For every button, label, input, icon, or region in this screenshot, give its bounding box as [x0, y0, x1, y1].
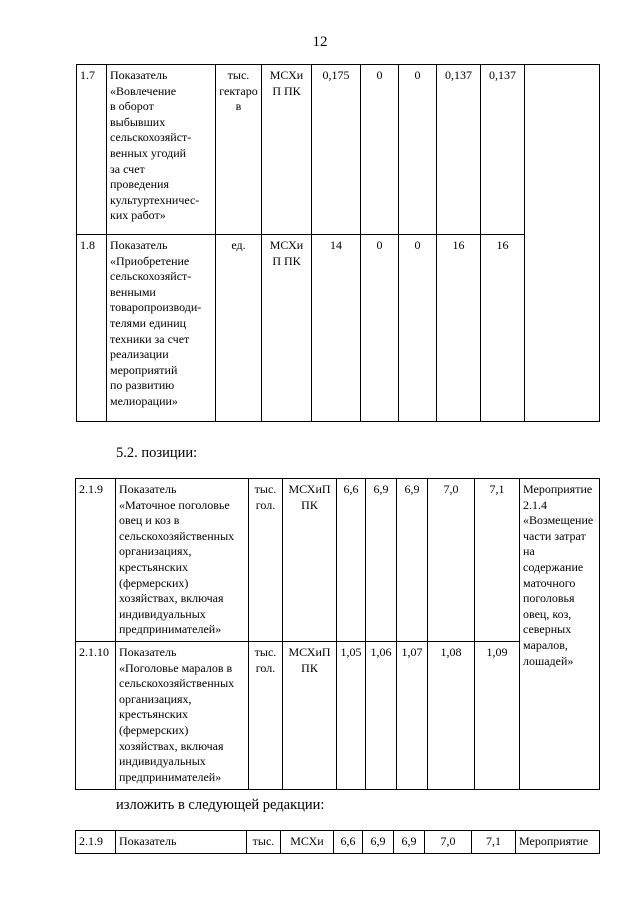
value-cell: 0	[361, 235, 399, 422]
value-cell: 7,1	[475, 479, 520, 642]
row-number: 1.8	[77, 235, 107, 422]
indicator-name: Показатель	[116, 831, 247, 854]
value-cell: 6,9	[397, 479, 428, 642]
value-cell: 1,08	[428, 641, 475, 789]
row-number: 2.1.10	[76, 641, 116, 789]
value-cell: 16	[437, 235, 481, 422]
executor: МСХи П ПК	[262, 65, 312, 235]
unit: тыс. гол.	[249, 641, 283, 789]
row-number: 2.1.9	[76, 831, 116, 854]
table-row	[77, 65, 600, 235]
table-row	[77, 235, 600, 422]
value-cell: 0,137	[437, 65, 481, 235]
value-cell: 1,05	[337, 641, 366, 789]
row-number: 2.1.9	[76, 479, 116, 642]
value-cell: 1,07	[397, 641, 428, 789]
table-row	[76, 479, 600, 642]
section-heading: изложить в следующей редакции:	[116, 797, 325, 813]
unit: тыс.	[247, 831, 281, 854]
measure-cell	[525, 65, 600, 422]
executor: МСХи	[281, 831, 334, 854]
value-cell: 6,9	[394, 831, 425, 854]
indicator-name: Показатель «Маточное поголовье овец и коз в сельскохозяйственных организациях, крестьянских (фермерских) хозяйствах, включая индивидуальных предпринимателей»	[116, 479, 249, 642]
table-row	[76, 831, 600, 854]
value-cell: 0	[399, 235, 437, 422]
indicator-name: Показатель «Поголовье маралов в сельскохозяйственных организациях, крестьянских (фермерских) хозяйствах, включая индивидуальных предпринимателей»	[116, 641, 249, 789]
value-cell: 6,6	[337, 479, 366, 642]
row-number: 1.7	[77, 65, 107, 235]
value-cell: 0,137	[481, 65, 525, 235]
indicator-name: Показатель «Вовлечение в оборот выбывших сельскохозяйст- венных угодий за счет проведения культуртехничес- ких работ»	[107, 65, 216, 235]
value-cell: 6,9	[363, 831, 394, 854]
section-heading: 5.2. позиции:	[116, 445, 198, 461]
unit: тыс. гол.	[249, 479, 283, 642]
indicators-table-1	[76, 64, 600, 422]
value-cell: 0	[399, 65, 437, 235]
value-cell: 7,0	[428, 479, 475, 642]
value-cell: 6,9	[366, 479, 397, 642]
value-cell: 0	[361, 65, 399, 235]
indicators-table-2	[75, 478, 600, 790]
value-cell: 16	[481, 235, 525, 422]
unit: тыс. гектаро в	[216, 65, 262, 235]
value-cell: 6,6	[334, 831, 363, 854]
unit: ед.	[216, 235, 262, 422]
executor: МСХиП ПК	[283, 641, 337, 789]
value-cell: 14	[312, 235, 361, 422]
measure-cell: Мероприятие 2.1.4 «Возмещение части затрат на содержание маточного поголовья овец, коз, северных маралов, лошадей»	[520, 479, 600, 790]
page-number: 12	[312, 34, 328, 50]
value-cell: 0,175	[312, 65, 361, 235]
value-cell: 1,09	[475, 641, 520, 789]
value-cell: 1,06	[366, 641, 397, 789]
executor: МСХи П ПК	[262, 235, 312, 422]
executor: МСХиП ПК	[283, 479, 337, 642]
indicator-name: Показатель «Приобретение сельскохозяйст- венными товаропроизводи- телями единиц техники за счет реализации мероприятий по развитию мелиорации»	[107, 235, 216, 422]
measure-cell: Мероприятие	[516, 831, 600, 854]
indicators-table-3	[75, 830, 600, 854]
value-cell: 7,1	[472, 831, 516, 854]
value-cell: 7,0	[425, 831, 472, 854]
